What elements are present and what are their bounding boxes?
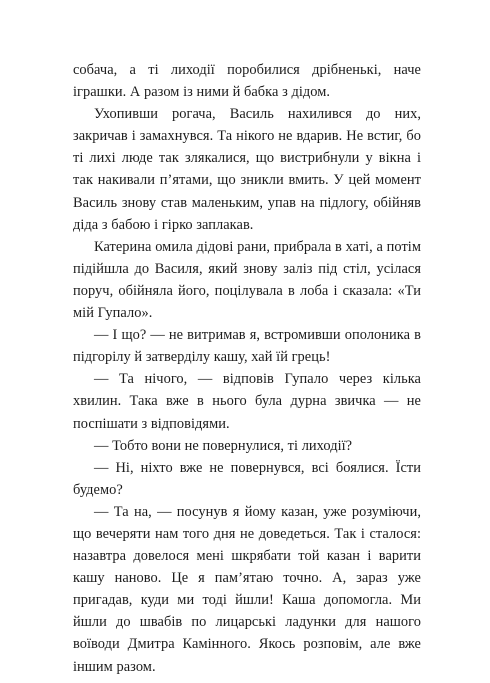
paragraph: Ухопивши рогача, Василь нахилився до них, закричав і замахнувся. Та нікого не вдарив. Не встиг, бо ті лихі люде так злякалися, що вистрибнули у вікна і так накивали п’ятами, що зникли вмить. У цей момент Василь знову став маленьким, упав на підлогу, обійняв діда з бабою і гірко заплакав. — [73, 106, 421, 233]
paragraph: — Тобто вони не повернулися, ті лиходії? — [94, 437, 353, 454]
paragraph: — Ні, ніхто вже не повернувся, всі боялися. Їсти будемо? — [73, 459, 421, 498]
paragraph: Катерина омила дідові рани, прибрала в хаті, а потім підійшла до Василя, який знову заліз під стіл, усілася поруч, обійняла його, поцілувала в лоба і сказала: «Ти мій Гупало». — [73, 238, 421, 322]
paragraph: собача, а ті лиходії поробилися дрібненькі, наче іграшки. А разом із ними й бабка з дідом. — [73, 62, 421, 101]
paragraph: — І що? — не витримав я, встромивши ополоника в підгорілу й затверділу кашу, хай їй грець! — [73, 327, 421, 366]
paragraph: — Та на, — посунув я йому казан, уже розуміючи, що вечеряти нам того дня не доведеться. Так і сталося: назавтра довелося мені шкрябати той казан і варити кашу наново. Це я пам’ятаю точно. А, зараз уже пригадав, куди ми тоді йшли! Каша допомогла. Ми йшли до швабів по лицарські ладунки для нашого воїводи Дмитра Камінного. Якось розповім, але вже іншим разом. — [73, 503, 421, 675]
page-text — [73, 59, 421, 678]
paragraph: — Та нічого, — відповів Гупало через кілька хвилин. Така вже в нього була дурна звичка — не поспішати з відповідями. — [73, 371, 421, 432]
